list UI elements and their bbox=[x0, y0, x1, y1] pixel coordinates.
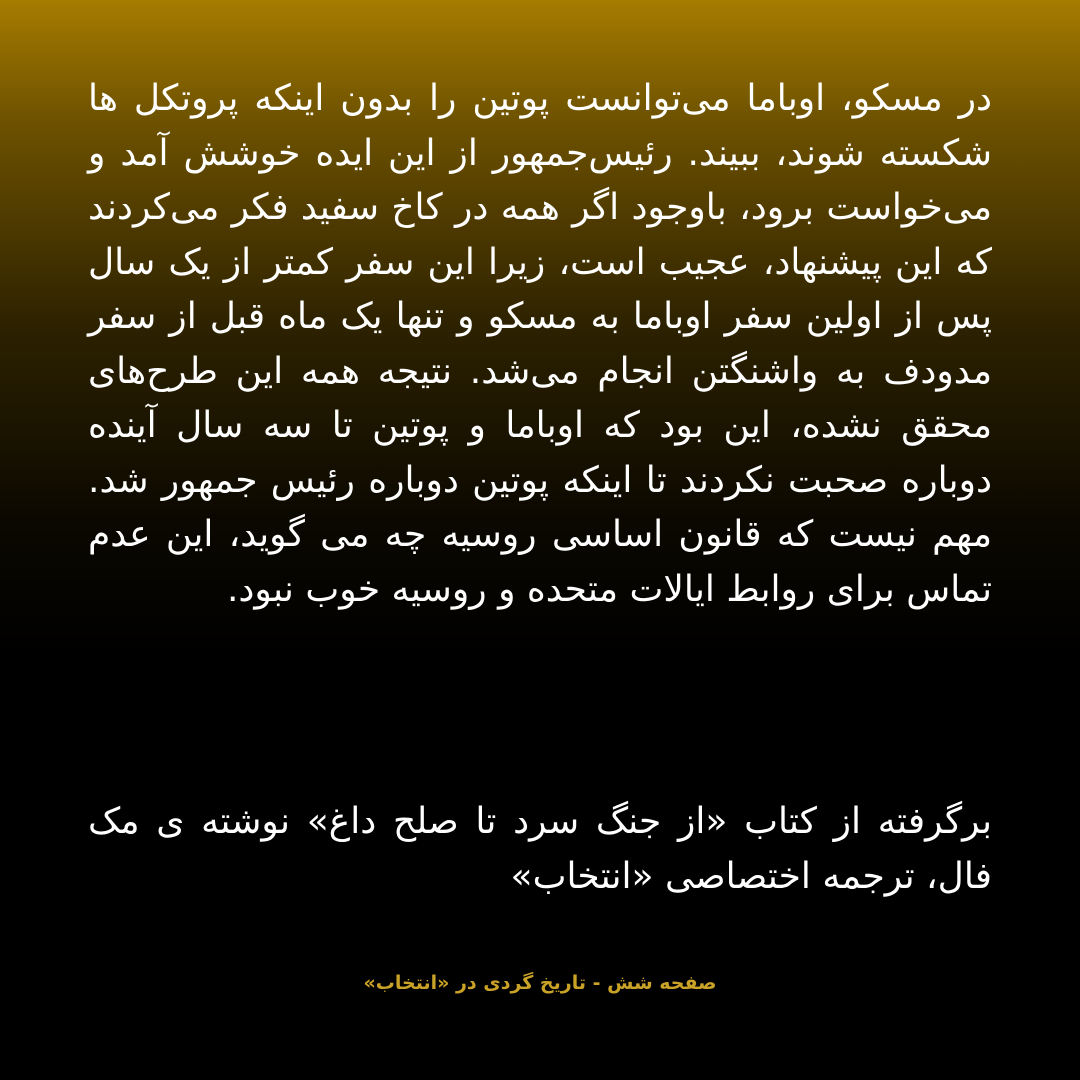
source-note: برگرفته از کتاب «از جنگ سرد تا صلح داغ» نوشته ی مک فال، ترجمه اختصاصی «انتخاب» bbox=[88, 801, 992, 897]
main-paragraph: در مسکو، اوباما می‌توانست پوتین را بدون اینکه پروتکل ها شکسته شوند، ببیند. رئیس‌جمهور از این ایده خوشش آمد و می‌خواست برود، باوجود اگر همه در کاخ سفید فکر می‌کردند که این پیشنهاد، عجیب است، زیرا این سفر کمتر از یک سال پس از اولین سفر اوباما به مسکو و تنها یک ماه قبل از سفر مدودف به واشنگتن انجام می‌شد. نتیجه همه این طرح‌های محقق نشده، این بود که اوباما و پوتین تا سه سال آینده دوباره صحبت نکردند تا اینکه پوتین دوباره رئیس جمهور شد. مهم نیست که قانون اساسی روسیه چه می گوید، این عدم تماس برای روابط ایالات متحده و روسیه خوب نبود. bbox=[88, 78, 992, 610]
footer-label: صفحه شش - تاریخ گردی در «انتخاب» bbox=[363, 972, 717, 994]
